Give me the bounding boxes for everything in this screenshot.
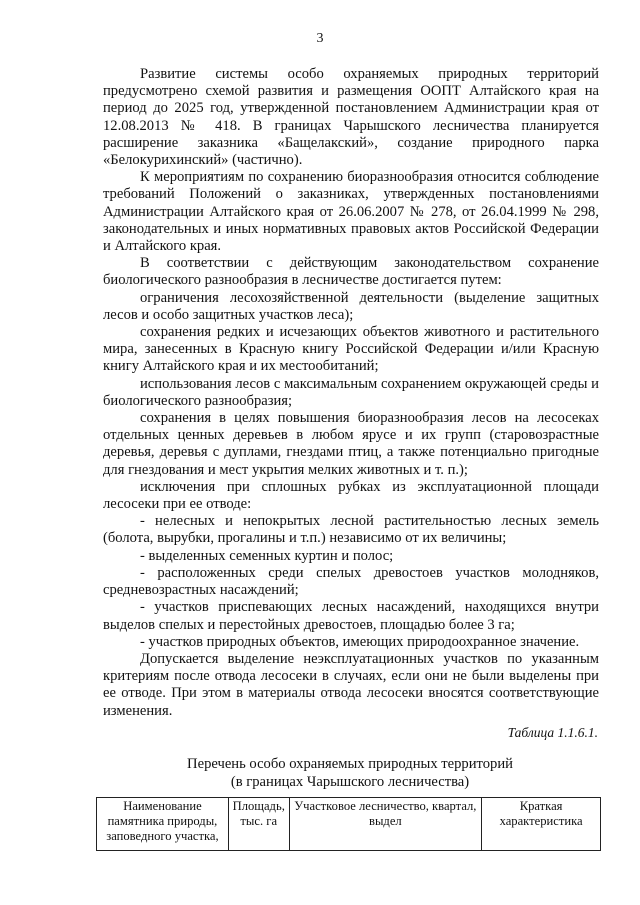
page-number: 3 <box>316 31 324 46</box>
list-item-rare-species: сохранения редких и исчезающих объектов животного и растительного мира, занесенных в Красную книгу Российской Федерации и/или Красную книгу Алтайского края и их местообитаний; <box>103 324 599 375</box>
list-item-young-stands: - расположенных среди спелых древостоев участков молодняков, средневозрастных насаждений; <box>103 564 599 599</box>
table-header-row <box>97 798 601 851</box>
list-item-forest-restriction: ограничения лесохозяйственной деятельности (выделение защитных лесов и особо защитных участков леса); <box>103 289 599 323</box>
list-item-valuable-trees: сохранения в целях повышения биоразнообразия лесов на лесосеках отдельных ценных деревьев в любом ярусе и их групп (старовозрастные деревья, деревья с дуплами, гнездами птиц, а также потенциально пригодные для гнездования и мест укрытия мелких животных и т. п.); <box>103 410 599 478</box>
paragraph-oopt-development: Развитие системы особо охраняемых природных территорий предусмотрено схемой развития и размещения ООПТ Алтайского края на период до 2025 год, утвержденной постановлением Администрации края от 12.08.2013 № 418. В границах Чарышского лесничества планируется расширение заказника «Бащелакский», создание природного парка «Белокурихинский» (частично). <box>103 66 599 169</box>
column-header-location: Участковое лесничество, квартал, выдел <box>289 798 482 851</box>
oopt-table <box>96 797 601 851</box>
column-header-name: Наименование памятника природы, заповедного участка, <box>97 798 229 851</box>
list-item-natural-objects: - участков природных объектов, имеющих природоохранное значение. <box>140 633 580 650</box>
list-item-non-forest-lands: - нелесных и непокрытых лесной растительностью лесных земель (болота, вырубки, прогалины и т.п.) независимо от их величины; <box>103 513 599 547</box>
column-header-description: Краткая характеристика <box>482 798 601 851</box>
table-title <box>100 756 600 791</box>
list-item-forest-use: использования лесов с максимальным сохранением окружающей среды и биологического разнообразия; <box>103 375 599 409</box>
table-title-line-2: (в границах Чарышского лесничества) <box>230 773 470 790</box>
paragraph-biodiversity-measures: К мероприятиям по сохранению биоразнообразия относится соблюдение требований Положений о заказниках, утвержденных постановлениями Администрации Алтайского края от 26.06.2007 № 278, от 26.04.1999 № 298, законодательных и иных нормативных правовых актов Российской Федерации и Алтайского края. <box>103 169 599 255</box>
table-title-line-1: Перечень особо охраняемых природных территорий <box>187 756 513 772</box>
column-header-area: Площадь, тыс. га <box>228 798 289 851</box>
paragraph-non-operational-plots: Допускается выделение неэксплуатационных участков по указанным критериям после отвода лесосеки в случаях, если они не были выделены при ее отводе. При этом в материалы отвода лесосеки вносятся соответствующие изменения. <box>103 650 599 719</box>
paragraph-legislation: В соответствии с действующим законодательством сохранение биологического разнообразия в лесничестве достигается путем: <box>103 255 599 289</box>
list-item-clear-cut-exclusion: исключения при сплошных рубках из эксплуатационной площади лесосеки при ее отводе: <box>103 478 599 513</box>
list-item-maturing-stands: - участков приспевающих лесных насаждений, находящихся внутри выделов спелых и перестойных древостоев, площадью более 3 га; <box>103 599 599 633</box>
body-text <box>103 66 599 720</box>
list-item-seed-plots: - выделенных семенных куртин и полос; <box>140 547 394 564</box>
table-label: Таблица 1.1.6.1. <box>507 725 598 740</box>
